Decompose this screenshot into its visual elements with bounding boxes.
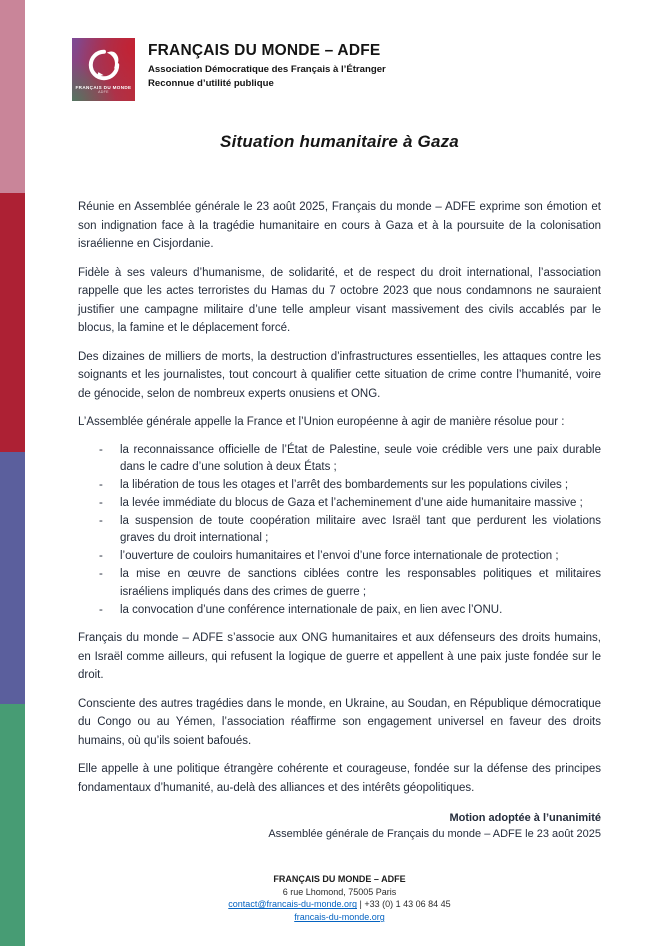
list-item [78,566,601,602]
dash-bullet: - [99,568,103,581]
paragraph-4: Français du monde – ADFE s’associe aux ONG humanitaires et aux défenseurs des droits humains, en Israël comme ailleurs, qui refusent la logique de guerre et appellent à une paix juste fondée sur le droit. [78,632,601,682]
dash-bullet: - [99,496,103,509]
page-title: Situation humanitaire à Gaza [220,132,459,151]
paragraph-6: Elle appelle à une politique étrangère cohérente et courageuse, fondée sur la défense des principes fondamentaux d’humanité, au-delà des alliances et des intérêts géopolitiques. [78,763,601,794]
list-item-text: la levée immédiate du blocus de Gaza et l’acheminement d’une aide humanitaire massive ; [120,496,583,509]
org-logo [72,38,135,101]
page-footer [78,873,601,923]
list-item [78,602,601,620]
paragraph-2: Fidèle à ses valeurs d’humanisme, de solidarité, et de respect du droit international, l’association rappelle que les actes terroristes du Hamas du 7 octobre 2023 que nous condamnons ne sauraient justifier une campagne militaire d’une telle ampleur visant massivement des civils accablés par le blocus, la famine et le déplacement forcé. [78,266,601,334]
paragraph-3: Des dizaines de milliers de morts, la destruction d’infrastructures essentielles, les attaques contre les soignants et les journalistes, tout concourt à qualifier cette situation de crime contre l’humanité, voire de génocide, selon de nombreux experts onusiens et ONG. [78,350,601,400]
list-intro: L’Assemblée générale appelle la France et l’Union européenne à agir de manière résolue pour : [78,416,565,428]
footer-address: 6 rue Lhomond, 75005 Paris [282,886,397,897]
paragraph-5: Consciente des autres tragédies dans le monde, en Ukraine, au Soudan, en République démocratique du Congo ou au Yémen, l’association réaffirme son engagement universel en faveur des droits humains, où qu’ils soient bafoués. [78,697,601,747]
logo-acronym: ADFE [98,90,109,94]
list-item-text: la reconnaissance officielle de l’État de Palestine, seule voie crédible vers une paix durable dans le cadre d’une solution à deux États ; [120,443,601,474]
dash-bullet: - [99,443,103,456]
list-item-text: la mise en œuvre de sanctions ciblées contre les responsables politiques et militaires israéliens impliqués dans des crimes de guerre ; [120,568,601,598]
paragraph-1: Réunie en Assemblée générale le 23 août 2025, Français du monde – ADFE exprime son émotion et son indignation face à la tragédie humanitaire en cours à Gaza et à la poursuite de la colonisation israélienne en Cisjordanie. [78,201,601,250]
org-name: FRANÇAIS DU MONDE – ADFE [148,42,381,59]
adoption-block [78,810,601,842]
logo-wordmark: FRANÇAIS DU MONDE [75,85,132,90]
list-item [78,513,601,549]
stripe-band-purple [0,452,25,704]
adoption-detail: Assemblée générale de Français du monde – ADFE le 23 août 2025 [268,828,601,841]
letterhead [72,0,601,101]
stripe-band-green [0,704,25,946]
email-link[interactable]: contact@francais-du-monde.org [228,899,357,910]
footer-separator: | [359,899,362,910]
list-item [78,495,601,513]
document-content [75,0,601,923]
website-link[interactable]: francais-du-monde.org [294,911,385,922]
footer-org-name: FRANÇAIS DU MONDE – ADFE [273,874,406,885]
left-color-stripe [0,0,25,946]
footer-contact-line [78,898,601,911]
list-item-text: la suspension de toute coopération militaire avec Israël tant que perdurent les violations graves du droit international ; [120,514,601,545]
demands-list [78,442,601,620]
globe-swirl-icon [87,48,121,82]
dash-bullet: - [99,479,103,492]
dash-bullet: - [99,603,103,616]
footer-phone: +33 (0) 1 43 06 84 45 [364,899,451,910]
org-subtitle: Association Démocratique des Français à l’Étranger [148,63,386,75]
stripe-band-red [0,193,25,452]
dash-bullet: - [99,514,103,527]
list-item [78,442,601,478]
list-item-text: la libération de tous les otages et l’arrêt des bombardements sur les populations civiles ; [120,479,569,492]
list-item-text: l’ouverture de couloirs humanitaires et l’envoi d’une force internationale de protection ; [120,550,559,563]
org-status-line: Reconnue d’utilité publique [148,78,274,89]
list-item [78,477,601,495]
adoption-statement: Motion adoptée à l’unanimité [449,812,601,825]
org-identity [148,38,386,89]
dash-bullet: - [99,550,103,563]
stripe-band-pink [0,0,25,193]
footer-website-line [78,911,601,924]
list-item-text: la convocation d’une conférence internationale de paix, en lien avec l’ONU. [120,603,503,616]
document-body [78,198,601,797]
list-item [78,548,601,566]
